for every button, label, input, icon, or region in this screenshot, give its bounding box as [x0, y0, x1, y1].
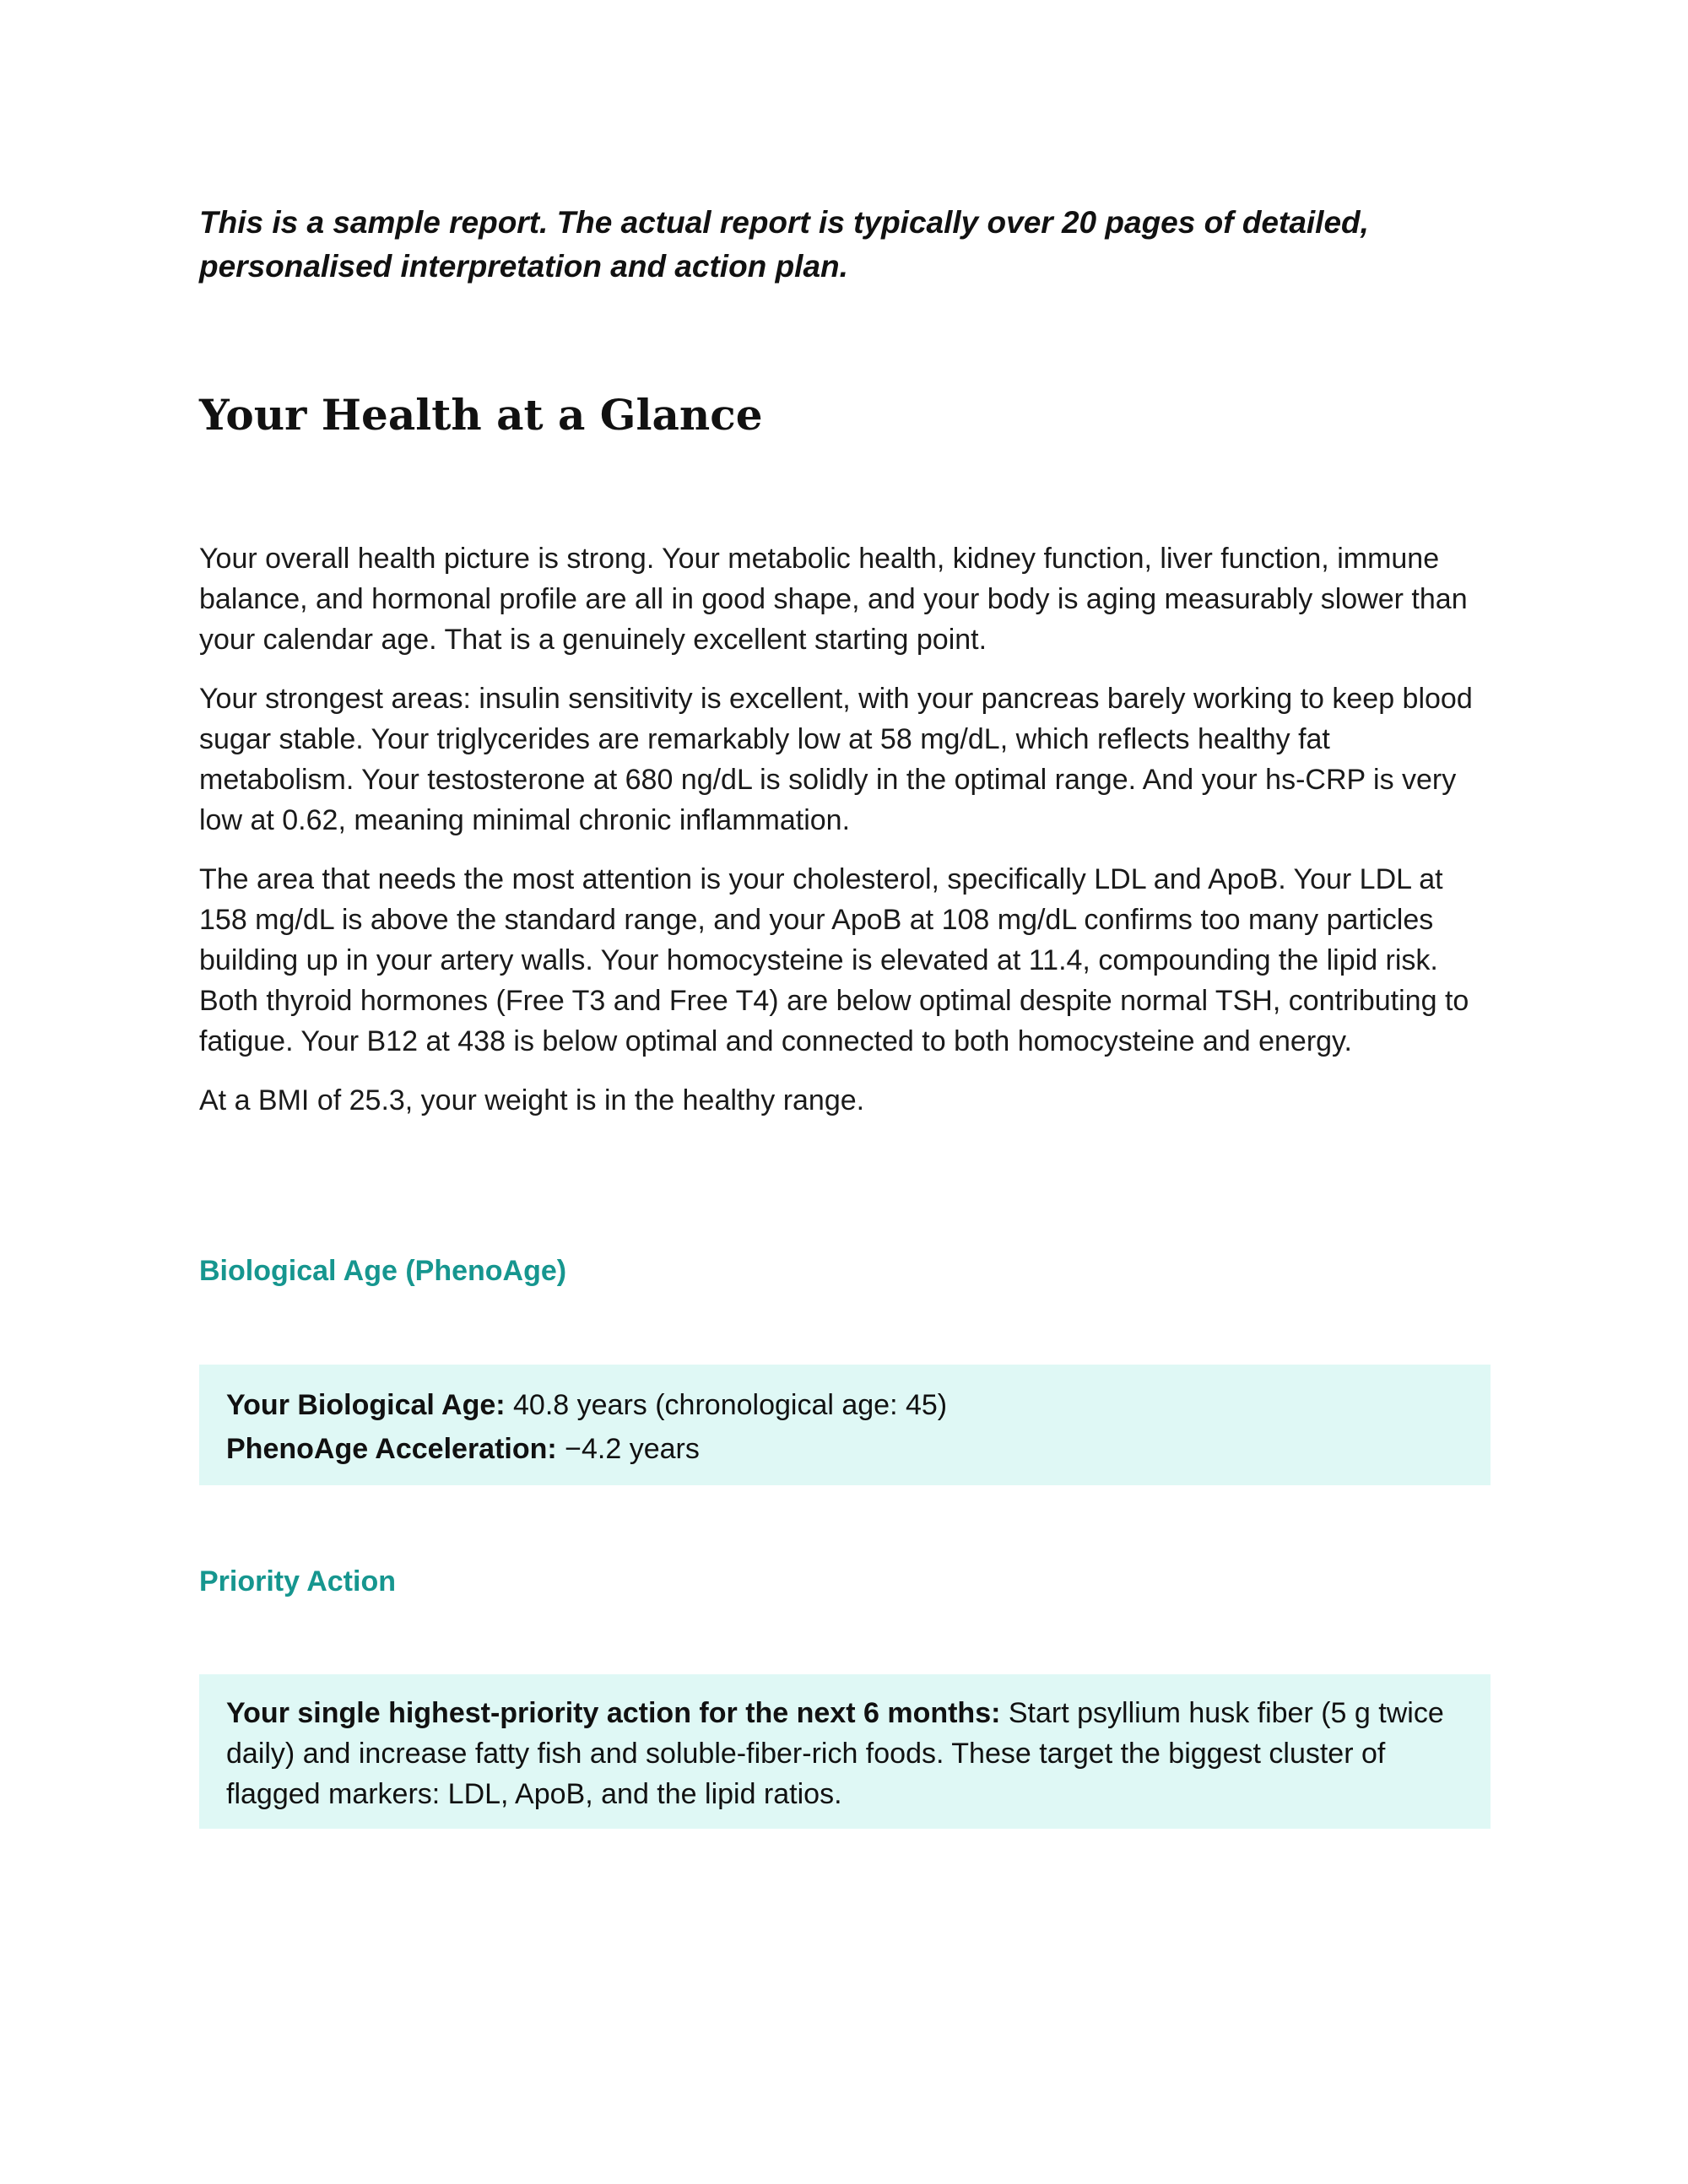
pheno-accel-line: [226, 1427, 1463, 1471]
priority-heading: Priority Action: [199, 1565, 396, 1597]
priority-text: [226, 1693, 1463, 1814]
summary-paragraph: Your strongest areas: insulin sensitivity is excellent, with your pancreas barely working to keep blood sugar stable. Your triglycerides are remarkably low at 58 mg/dL, which reflects healthy fat metabolism. Your testosterone at 680 ng/dL is solidly in the optimal range. And your hs-CRP is very low at 0.62, meaning minimal chronic inflammation.: [199, 683, 1473, 836]
bio-age-label: Your Biological Age:: [226, 1389, 506, 1421]
bio-age-value: 40.8 years (chronological age: 45): [505, 1389, 948, 1421]
priority-value: Start psyllium husk fiber (5 g twice daily) and increase fatty fish and soluble-fiber-rich foods. These target the biggest cluster of flagged markers: LDL, ApoB, and the lipid ratios.: [226, 1697, 1444, 1810]
priority-callout: [199, 1674, 1491, 1829]
sample-report-notice: This is a sample report. The actual report is typically over 20 pages of detailed, personalised interpretation and action plan.: [199, 205, 1369, 284]
bio-age-callout: [199, 1365, 1491, 1485]
summary-paragraph: The area that needs the most attention is your cholesterol, specifically LDL and ApoB. Your LDL at 158 mg/dL is above the standard range, and your ApoB at 108 mg/dL confirms too many particles building up in your artery walls. Your homocysteine is elevated at 11.4, compounding the lipid risk. Both thyroid hormones (Free T3 and Free T4) are below optimal despite normal TSH, contributing to fatigue. Your B12 at 438 is below optimal and connected to both homocysteine and energy.: [199, 863, 1469, 1057]
priority-label: Your single highest-priority action for the next 6 months:: [226, 1697, 1001, 1729]
report-page: [199, 201, 1491, 1810]
page-title: Your Health at a Glance: [199, 390, 763, 440]
summary-paragraph: Your overall health picture is strong. Your metabolic health, kidney function, liver function, immune balance, and hormonal profile are all in good shape, and your body is aging measurably slower than your calendar age. That is a genuinely excellent starting point.: [199, 543, 1468, 656]
summary-body: [199, 538, 1491, 1121]
bio-age-heading: Biological Age (PhenoAge): [199, 1255, 567, 1287]
pheno-accel-label: PhenoAge Acceleration:: [226, 1433, 557, 1465]
bio-age-line: [226, 1383, 1463, 1427]
summary-paragraph: At a BMI of 25.3, your weight is in the healthy range.: [199, 1084, 865, 1116]
pheno-accel-value: −4.2 years: [556, 1433, 700, 1465]
